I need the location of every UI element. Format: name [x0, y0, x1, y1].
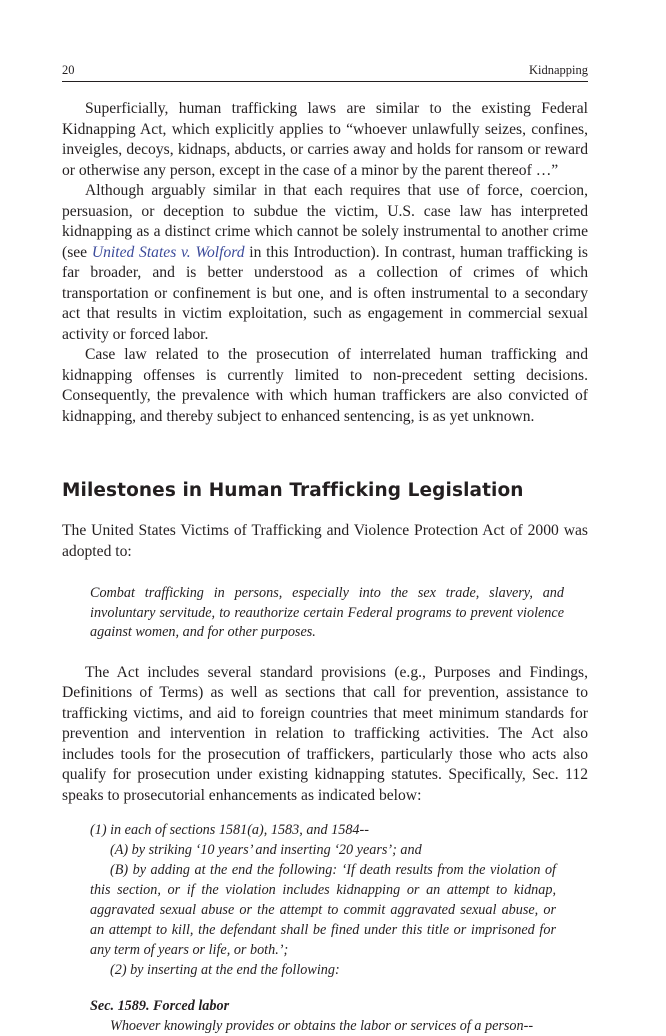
statute-line-1: (1) in each of sections 1581(a), 1583, and 1584--: [90, 822, 369, 838]
statute-line-2: (A) by striking ‘10 years’ and inserting ‘20 years’; and: [110, 842, 422, 858]
paragraph-2-text-after: in this Introduction). In contrast, human trafficking is far broader, and is better understood as a collection of crimes of which transportation or confinement is but one, and is often instrumental to a secondary act that results in victim exploitation, such as engagement in commercial sexual activity or forced labor.: [62, 243, 588, 343]
statute-section-text: Whoever knowingly provides or obtains the labor or services of a person--: [110, 1018, 534, 1034]
statute-line-3: (B) by adding at the end the following: ‘If death results from the violation of this section, or if the violation includes kidnapping or an attempt to kidnap, aggravated sexual abuse or the attempt to commit aggravated sexual abuse, or an attempt to kill, the defendant shall be fined under this title or imprisoned for any term of years or life, or both.’;: [90, 862, 556, 958]
body-paragraph-3: Case law related to the prosecution of interrelated human trafficking and kidnapping offenses is currently limited to non-precedent setting decisions. Consequently, the prevalence with which human traffickers are also convicted of kidnapping, and thereby subject to enhanced sentencing, is as yet unknown.: [62, 346, 588, 425]
body-paragraph-1: Superficially, human trafficking laws are similar to the existing Federal Kidnapping Act, which explicitly applies to “whoever unlawfully seizes, confines, inveigles, decoys, kidnaps, abducts, or carries away and holds for ransom or reward or otherwise any person, except in the case of a minor by the parent thereof …”: [62, 100, 588, 179]
statute-section-title: Sec. 1589. Forced labor: [90, 998, 230, 1014]
running-title: Kidnapping: [528, 63, 588, 77]
paragraph-2-text-before: Although arguably similar in that each requires that use of force, coercion, persuasion, or deception to subdue the victim, U.S. case law has interpreted kidnapping as a distinct crime which cannot be solely instrumental to another crime (see: [62, 182, 588, 261]
section-intro: The United States Victims of Trafficking and Violence Protection Act of 2000 was adopted to:: [62, 522, 588, 560]
statute-line-4: (2) by inserting at the end the following:: [110, 962, 340, 978]
running-head: [62, 61, 588, 82]
page-number: 20: [62, 63, 75, 77]
block-quote: Combat trafficking in persons, especially into the sex trade, slavery, and involuntary servitude, to reauthorize certain Federal programs to prevent violence against women, and for other purposes.: [90, 585, 564, 640]
statute-excerpt: [90, 820, 556, 1036]
page-body: [62, 99, 588, 1036]
case-link-united-states-v-wolford[interactable]: United States v. Wolford: [91, 243, 245, 261]
section-paragraph: The Act includes several standard provisions (e.g., Purposes and Findings, Definitions of Terms) as well as sections that call for prevention, assistance to trafficking victims, and aid to foreign countries that meet minimum standards for prevention and intervention in relation to trafficking activities. The Act also includes tools for the prosecution of traffickers, particularly those who acts also qualify for prosecution under existing kidnapping statutes. Specifically, Sec. 112 speaks to prosecutorial enhancements as indicated below:: [62, 663, 588, 804]
body-paragraph-2: [62, 181, 588, 345]
section-heading: Milestones in Human Trafficking Legislation: [62, 480, 524, 501]
